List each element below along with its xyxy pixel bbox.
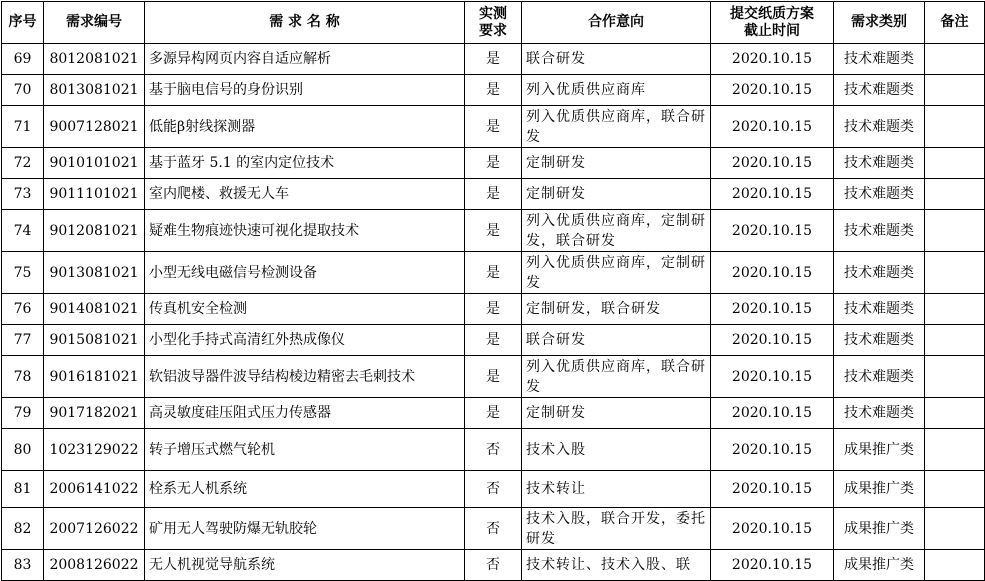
category-cell: 技术难题类 — [834, 44, 925, 75]
test-cell: 是 — [465, 398, 522, 429]
note-cell — [925, 398, 985, 429]
category-cell: 技术难题类 — [834, 398, 925, 429]
note-cell — [925, 252, 985, 294]
note-cell — [925, 325, 985, 356]
code-cell: 2007126022 — [44, 508, 145, 550]
seq-cell: 79 — [2, 398, 44, 429]
deadline-cell: 2020.10.15 — [711, 210, 834, 252]
deadline-cell: 2020.10.15 — [711, 325, 834, 356]
seq-cell: 72 — [2, 148, 44, 179]
test-cell: 是 — [465, 210, 522, 252]
test-cell: 是 — [465, 294, 522, 325]
test-cell: 否 — [465, 429, 522, 471]
category-cell: 成果推广类 — [834, 429, 925, 471]
name-cell: 软铝波导器件波导结构棱边精密去毛刺技术 — [145, 356, 465, 398]
deadline-cell: 2020.10.15 — [711, 252, 834, 294]
coop-cell: 列入优质供应商库，定制研发，联合研发 — [522, 210, 711, 252]
category-cell: 成果推广类 — [834, 550, 925, 581]
seq-cell: 82 — [2, 508, 44, 550]
table-row — [2, 252, 985, 294]
note-cell — [925, 429, 985, 471]
seq-cell: 76 — [2, 294, 44, 325]
seq-cell: 71 — [2, 106, 44, 148]
table-body — [2, 44, 985, 581]
coop-cell: 联合研发 — [522, 44, 711, 75]
header-seq: 序号 — [2, 2, 44, 44]
seq-cell: 77 — [2, 325, 44, 356]
seq-cell: 74 — [2, 210, 44, 252]
deadline-cell: 2020.10.15 — [711, 106, 834, 148]
table-row — [2, 148, 985, 179]
header-category: 需求类别 — [834, 2, 925, 44]
note-cell — [925, 210, 985, 252]
deadline-cell: 2020.10.15 — [711, 356, 834, 398]
coop-cell: 技术转让 — [522, 471, 711, 508]
coop-cell: 列入优质供应商库 — [522, 75, 711, 106]
name-cell: 传真机安全检测 — [145, 294, 465, 325]
header-coop: 合作意向 — [522, 2, 711, 44]
name-cell: 基于脑电信号的身份识别 — [145, 75, 465, 106]
seq-cell: 69 — [2, 44, 44, 75]
seq-cell: 81 — [2, 471, 44, 508]
table-row — [2, 398, 985, 429]
table-row — [2, 106, 985, 148]
coop-cell: 联合研发 — [522, 325, 711, 356]
table-row — [2, 294, 985, 325]
note-cell — [925, 471, 985, 508]
test-cell: 是 — [465, 356, 522, 398]
seq-cell: 80 — [2, 429, 44, 471]
category-cell: 技术难题类 — [834, 179, 925, 210]
deadline-cell: 2020.10.15 — [711, 429, 834, 471]
category-cell: 技术难题类 — [834, 325, 925, 356]
category-cell: 技术难题类 — [834, 210, 925, 252]
table-row — [2, 550, 985, 581]
test-cell: 是 — [465, 325, 522, 356]
category-cell: 技术难题类 — [834, 75, 925, 106]
name-cell: 矿用无人驾驶防爆无轨胶轮 — [145, 508, 465, 550]
code-cell: 9015081021 — [44, 325, 145, 356]
header-name: 需 求 名 称 — [145, 2, 465, 44]
seq-cell: 73 — [2, 179, 44, 210]
code-cell: 2006141022 — [44, 471, 145, 508]
code-cell: 9014081021 — [44, 294, 145, 325]
category-cell: 技术难题类 — [834, 106, 925, 148]
name-cell: 疑难生物痕迹快速可视化提取技术 — [145, 210, 465, 252]
code-cell: 1023129022 — [44, 429, 145, 471]
table-row — [2, 179, 985, 210]
test-cell: 否 — [465, 508, 522, 550]
code-cell: 8012081021 — [44, 44, 145, 75]
coop-cell: 定制研发 — [522, 148, 711, 179]
seq-cell: 83 — [2, 550, 44, 581]
category-cell: 技术难题类 — [834, 294, 925, 325]
category-cell: 技术难题类 — [834, 148, 925, 179]
note-cell — [925, 106, 985, 148]
test-cell: 否 — [465, 550, 522, 581]
test-cell: 是 — [465, 44, 522, 75]
name-cell: 室内爬楼、救援无人车 — [145, 179, 465, 210]
test-cell: 是 — [465, 106, 522, 148]
table-row — [2, 210, 985, 252]
requirements-table — [1, 1, 985, 581]
table-row — [2, 75, 985, 106]
test-cell: 是 — [465, 179, 522, 210]
code-cell: 9017182021 — [44, 398, 145, 429]
coop-cell: 列入优质供应商库，联合研发 — [522, 106, 711, 148]
code-cell: 2008126022 — [44, 550, 145, 581]
code-cell: 9007128021 — [44, 106, 145, 148]
note-cell — [925, 75, 985, 106]
code-cell: 9011101021 — [44, 179, 145, 210]
code-cell: 9016181021 — [44, 356, 145, 398]
header-note: 备注 — [925, 2, 985, 44]
note-cell — [925, 148, 985, 179]
table-row — [2, 325, 985, 356]
header-code: 需求编号 — [44, 2, 145, 44]
note-cell — [925, 356, 985, 398]
category-cell: 成果推广类 — [834, 471, 925, 508]
coop-cell: 定制研发 — [522, 179, 711, 210]
name-cell: 小型化手持式高清红外热成像仪 — [145, 325, 465, 356]
name-cell: 无人机视觉导航系统 — [145, 550, 465, 581]
seq-cell: 70 — [2, 75, 44, 106]
code-cell: 8013081021 — [44, 75, 145, 106]
note-cell — [925, 294, 985, 325]
name-cell: 高灵敏度硅压阻式压力传感器 — [145, 398, 465, 429]
note-cell — [925, 179, 985, 210]
note-cell — [925, 44, 985, 75]
coop-cell: 技术入股 — [522, 429, 711, 471]
header-test: 实测 要求 — [465, 2, 522, 44]
name-cell: 转子增压式燃气轮机 — [145, 429, 465, 471]
note-cell — [925, 550, 985, 581]
deadline-cell: 2020.10.15 — [711, 179, 834, 210]
test-cell: 是 — [465, 252, 522, 294]
deadline-cell: 2020.10.15 — [711, 398, 834, 429]
test-cell: 是 — [465, 75, 522, 106]
note-cell — [925, 508, 985, 550]
coop-cell: 列入优质供应商库，联合研发 — [522, 356, 711, 398]
deadline-cell: 2020.10.15 — [711, 294, 834, 325]
coop-cell: 列入优质供应商库，定制研发 — [522, 252, 711, 294]
coop-cell: 技术入股，联合开发，委托研发 — [522, 508, 711, 550]
deadline-cell: 2020.10.15 — [711, 44, 834, 75]
name-cell: 多源异构网页内容自适应解析 — [145, 44, 465, 75]
deadline-cell: 2020.10.15 — [711, 550, 834, 581]
header-row — [2, 2, 985, 44]
table-row — [2, 44, 985, 75]
seq-cell: 78 — [2, 356, 44, 398]
header-deadline: 提交纸质方案 截止时间 — [711, 2, 834, 44]
category-cell: 成果推广类 — [834, 508, 925, 550]
name-cell: 栓系无人机系统 — [145, 471, 465, 508]
table-row — [2, 471, 985, 508]
table-row — [2, 356, 985, 398]
code-cell: 9013081021 — [44, 252, 145, 294]
coop-cell: 定制研发 — [522, 398, 711, 429]
deadline-cell: 2020.10.15 — [711, 471, 834, 508]
coop-cell: 技术转让、技术入股、联 — [522, 550, 711, 581]
code-cell: 9012081021 — [44, 210, 145, 252]
deadline-cell: 2020.10.15 — [711, 75, 834, 106]
name-cell: 低能β射线探测器 — [145, 106, 465, 148]
category-cell: 技术难题类 — [834, 356, 925, 398]
category-cell: 技术难题类 — [834, 252, 925, 294]
table-row — [2, 508, 985, 550]
name-cell: 小型无线电磁信号检测设备 — [145, 252, 465, 294]
test-cell: 否 — [465, 471, 522, 508]
deadline-cell: 2020.10.15 — [711, 148, 834, 179]
code-cell: 9010101021 — [44, 148, 145, 179]
test-cell: 是 — [465, 148, 522, 179]
coop-cell: 定制研发，联合研发 — [522, 294, 711, 325]
deadline-cell: 2020.10.15 — [711, 508, 834, 550]
seq-cell: 75 — [2, 252, 44, 294]
name-cell: 基于蓝牙 5.1 的室内定位技术 — [145, 148, 465, 179]
table-row — [2, 429, 985, 471]
